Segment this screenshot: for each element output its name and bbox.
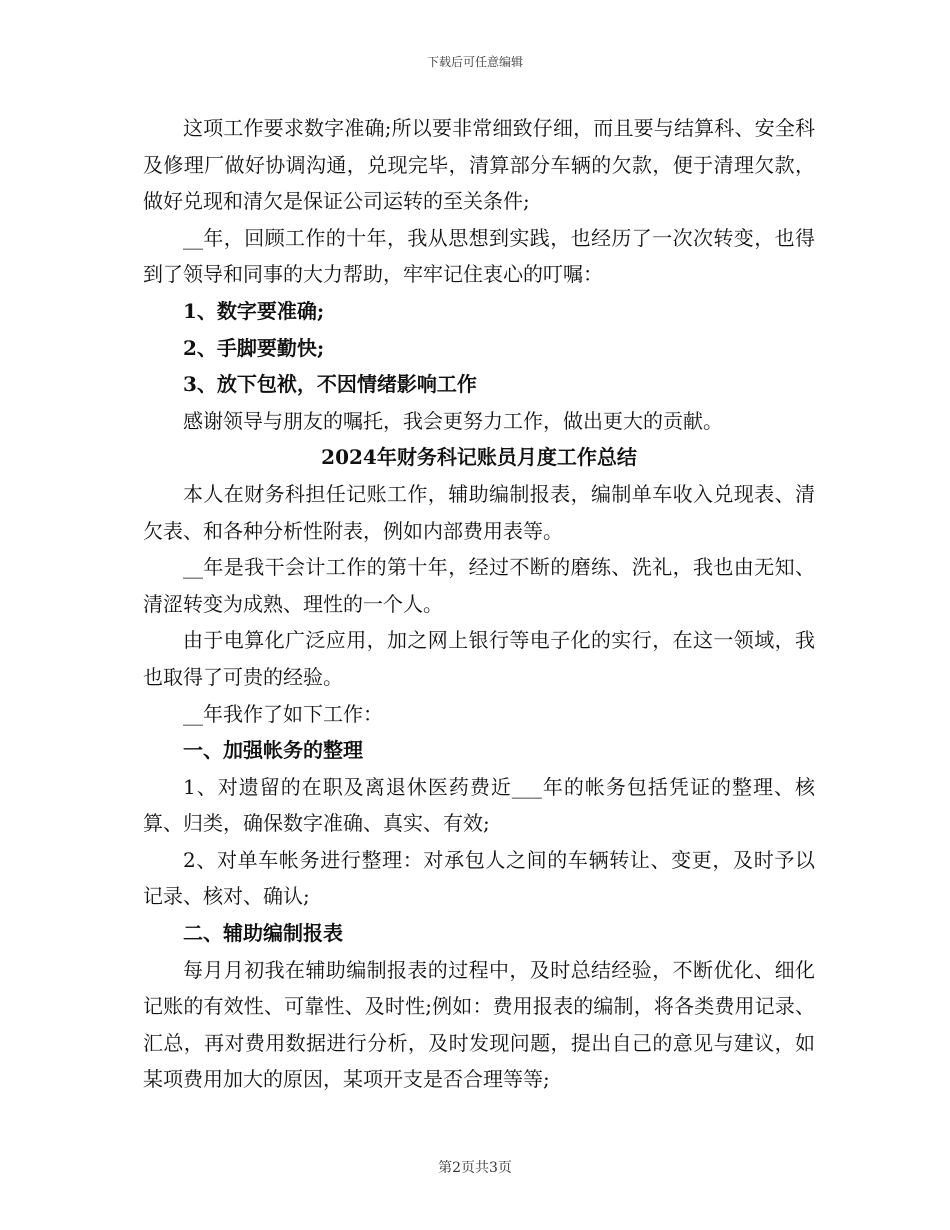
body-paragraph: 这项工作要求数字准确;所以要非常细致仔细，而且要与结算科、安全科及修理厂做好协调沟通，兑现完毕，清算部分车辆的欠款，便于清理欠款，做好兑现和清欠是保证公司运转的至关条件; xyxy=(143,116,815,214)
document-body xyxy=(143,110,815,1098)
body-paragraph: 由于电算化广泛应用，加之网上银行等电子化的实行，在这一领域，我也取得了可贵的经验。 xyxy=(143,628,815,689)
body-paragraph: __年，回顾工作的十年，我从思想到实践，也经历了一次次转变，也得到了领导和同事的大力帮助，牢牢记住衷心的叮嘱： xyxy=(143,225,815,287)
page-footer: 第2页共3页 xyxy=(438,1160,512,1176)
bold-heading-line: 二、辅助编制报表 xyxy=(183,921,343,946)
body-paragraph: __年我作了如下工作： xyxy=(183,701,383,726)
section-title: 2024年财务科记账员月度工作总结 xyxy=(321,445,637,470)
body-paragraph: __年是我干会计工作的第十年，经过不断的磨练、洗礼，我也由无知、清涩转变为成熟、理性的一个人。 xyxy=(143,555,815,616)
page-header: 下载后可任意编辑 xyxy=(426,55,523,69)
bold-heading-line: 一、加强帐务的整理 xyxy=(183,738,363,763)
paragraph-group-2 xyxy=(143,476,815,1098)
body-paragraph: 感谢领导与朋友的嘱托，我会更努力工作，做出更大的贡献。 xyxy=(183,408,723,433)
paragraph-group-1 xyxy=(143,110,815,439)
bold-heading-line: 3、放下包袱，不因情绪影响工作 xyxy=(183,372,477,397)
body-paragraph: 本人在财务科担任记账工作，辅助编制报表，编制单车收入兑现表、清欠表、和各种分析性附表，例如内部费用表等。 xyxy=(143,481,815,543)
body-paragraph: 2、对单车帐务进行整理：对承包人之间的车辆转让、变更，及时予以记录、核对、确认; xyxy=(143,847,815,909)
bold-heading-line: 1、数字要准确; xyxy=(183,298,325,323)
bold-heading-line: 2、手脚要勤快; xyxy=(183,335,325,360)
body-paragraph: 每月月初我在辅助编制报表的过程中，及时总结经验，不断优化、细化记账的有效性、可靠性、及时性;例如：费用报表的编制，将各类费用记录、汇总，再对费用数据进行分析，及时发现问题，提出自己的意见与建议，如某项费用加大的原因，某项开支是否合理等等; xyxy=(143,957,815,1092)
body-paragraph: 1、对遗留的在职及离退休医药费近___年的帐务包括凭证的整理、核算、归类，确保数字准确、真实、有效; xyxy=(143,774,815,836)
